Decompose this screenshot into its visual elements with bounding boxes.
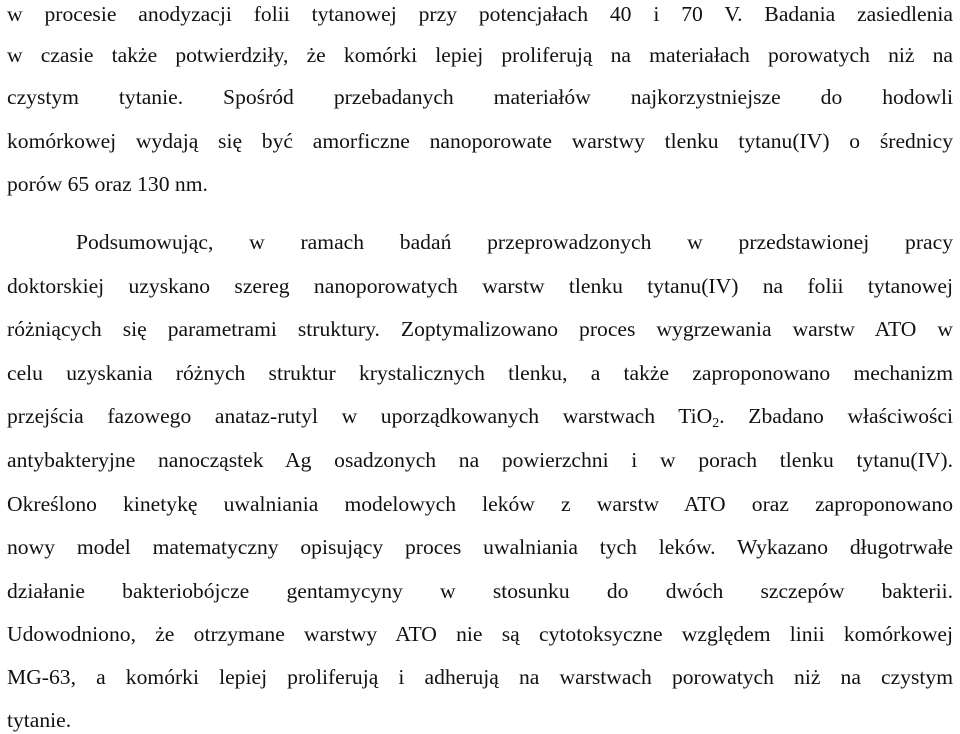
paragraph2-line-10: Udowodniono, że otrzymane warstwy ATO nie są cytotoksyczne względem linii komórkowej	[7, 622, 953, 646]
paragraph1-line-5: porów 65 oraz 130 nm.	[7, 172, 208, 196]
paragraph2-line-9: działanie bakteriobójcze gentamycyny w stosunku do dwóch szczepów bakterii.	[7, 579, 953, 603]
paragraph2-line-2: doktorskiej uzyskano szereg nanoporowatych warstw tlenku tytanu(IV) na folii tytanowej	[7, 274, 953, 298]
paragraph2-line-7: Określono kinetykę uwalniania modelowych leków z warstw ATO oraz zaproponowano	[7, 492, 953, 516]
paragraph2-line-4: celu uzyskania różnych struktur krystalicznych tlenku, a także zaproponowano mechanizm	[7, 361, 953, 385]
paragraph2-line-12: tytanie.	[7, 708, 72, 732]
paragraph1-line-4: komórkowej wydają się być amorficzne nanoporowate warstwy tlenku tytanu(IV) o średnicy	[7, 129, 953, 153]
tio2-subscript: 2	[712, 416, 720, 431]
paragraph2-line-1: Podsumowując, w ramach badań przeprowadzonych w przedstawionej pracy	[76, 230, 953, 254]
paragraph2-line-3: różniących się parametrami struktury. Zoptymalizowano proces wygrzewania warstw ATO w	[7, 317, 953, 341]
paragraph1-line-3: czystym tytanie. Spośród przebadanych materiałów najkorzystniejsze do hodowli	[7, 85, 953, 109]
paragraph1-line-2: w czasie także potwierdziły, że komórki lepiej proliferują na materiałach porowatych niż na	[7, 43, 953, 67]
tio2-line-after: . Zbadano właściwości	[719, 404, 953, 428]
tio2-line-before: przejścia fazowego anataz-rutyl w uporządkowanych warstwach TiO	[7, 404, 713, 428]
paragraph2-line-11: MG-63, a komórki lepiej proliferują i adherują na warstwach porowatych niż na czystym	[7, 665, 953, 689]
paragraph2-line-6: antybakteryjne nanocząstek Ag osadzonych na powierzchni i w porach tlenku tytanu(IV).	[7, 448, 953, 472]
paragraph2-line-8: nowy model matematyczny opisujący proces uwalniania tych leków. Wykazano długotrwałe	[7, 535, 953, 559]
paragraph1-line-1: w procesie anodyzacji folii tytanowej przy potencjałach 40 i 70 V. Badania zasiedlenia	[7, 2, 953, 26]
paragraph2-line-5	[7, 402, 953, 430]
